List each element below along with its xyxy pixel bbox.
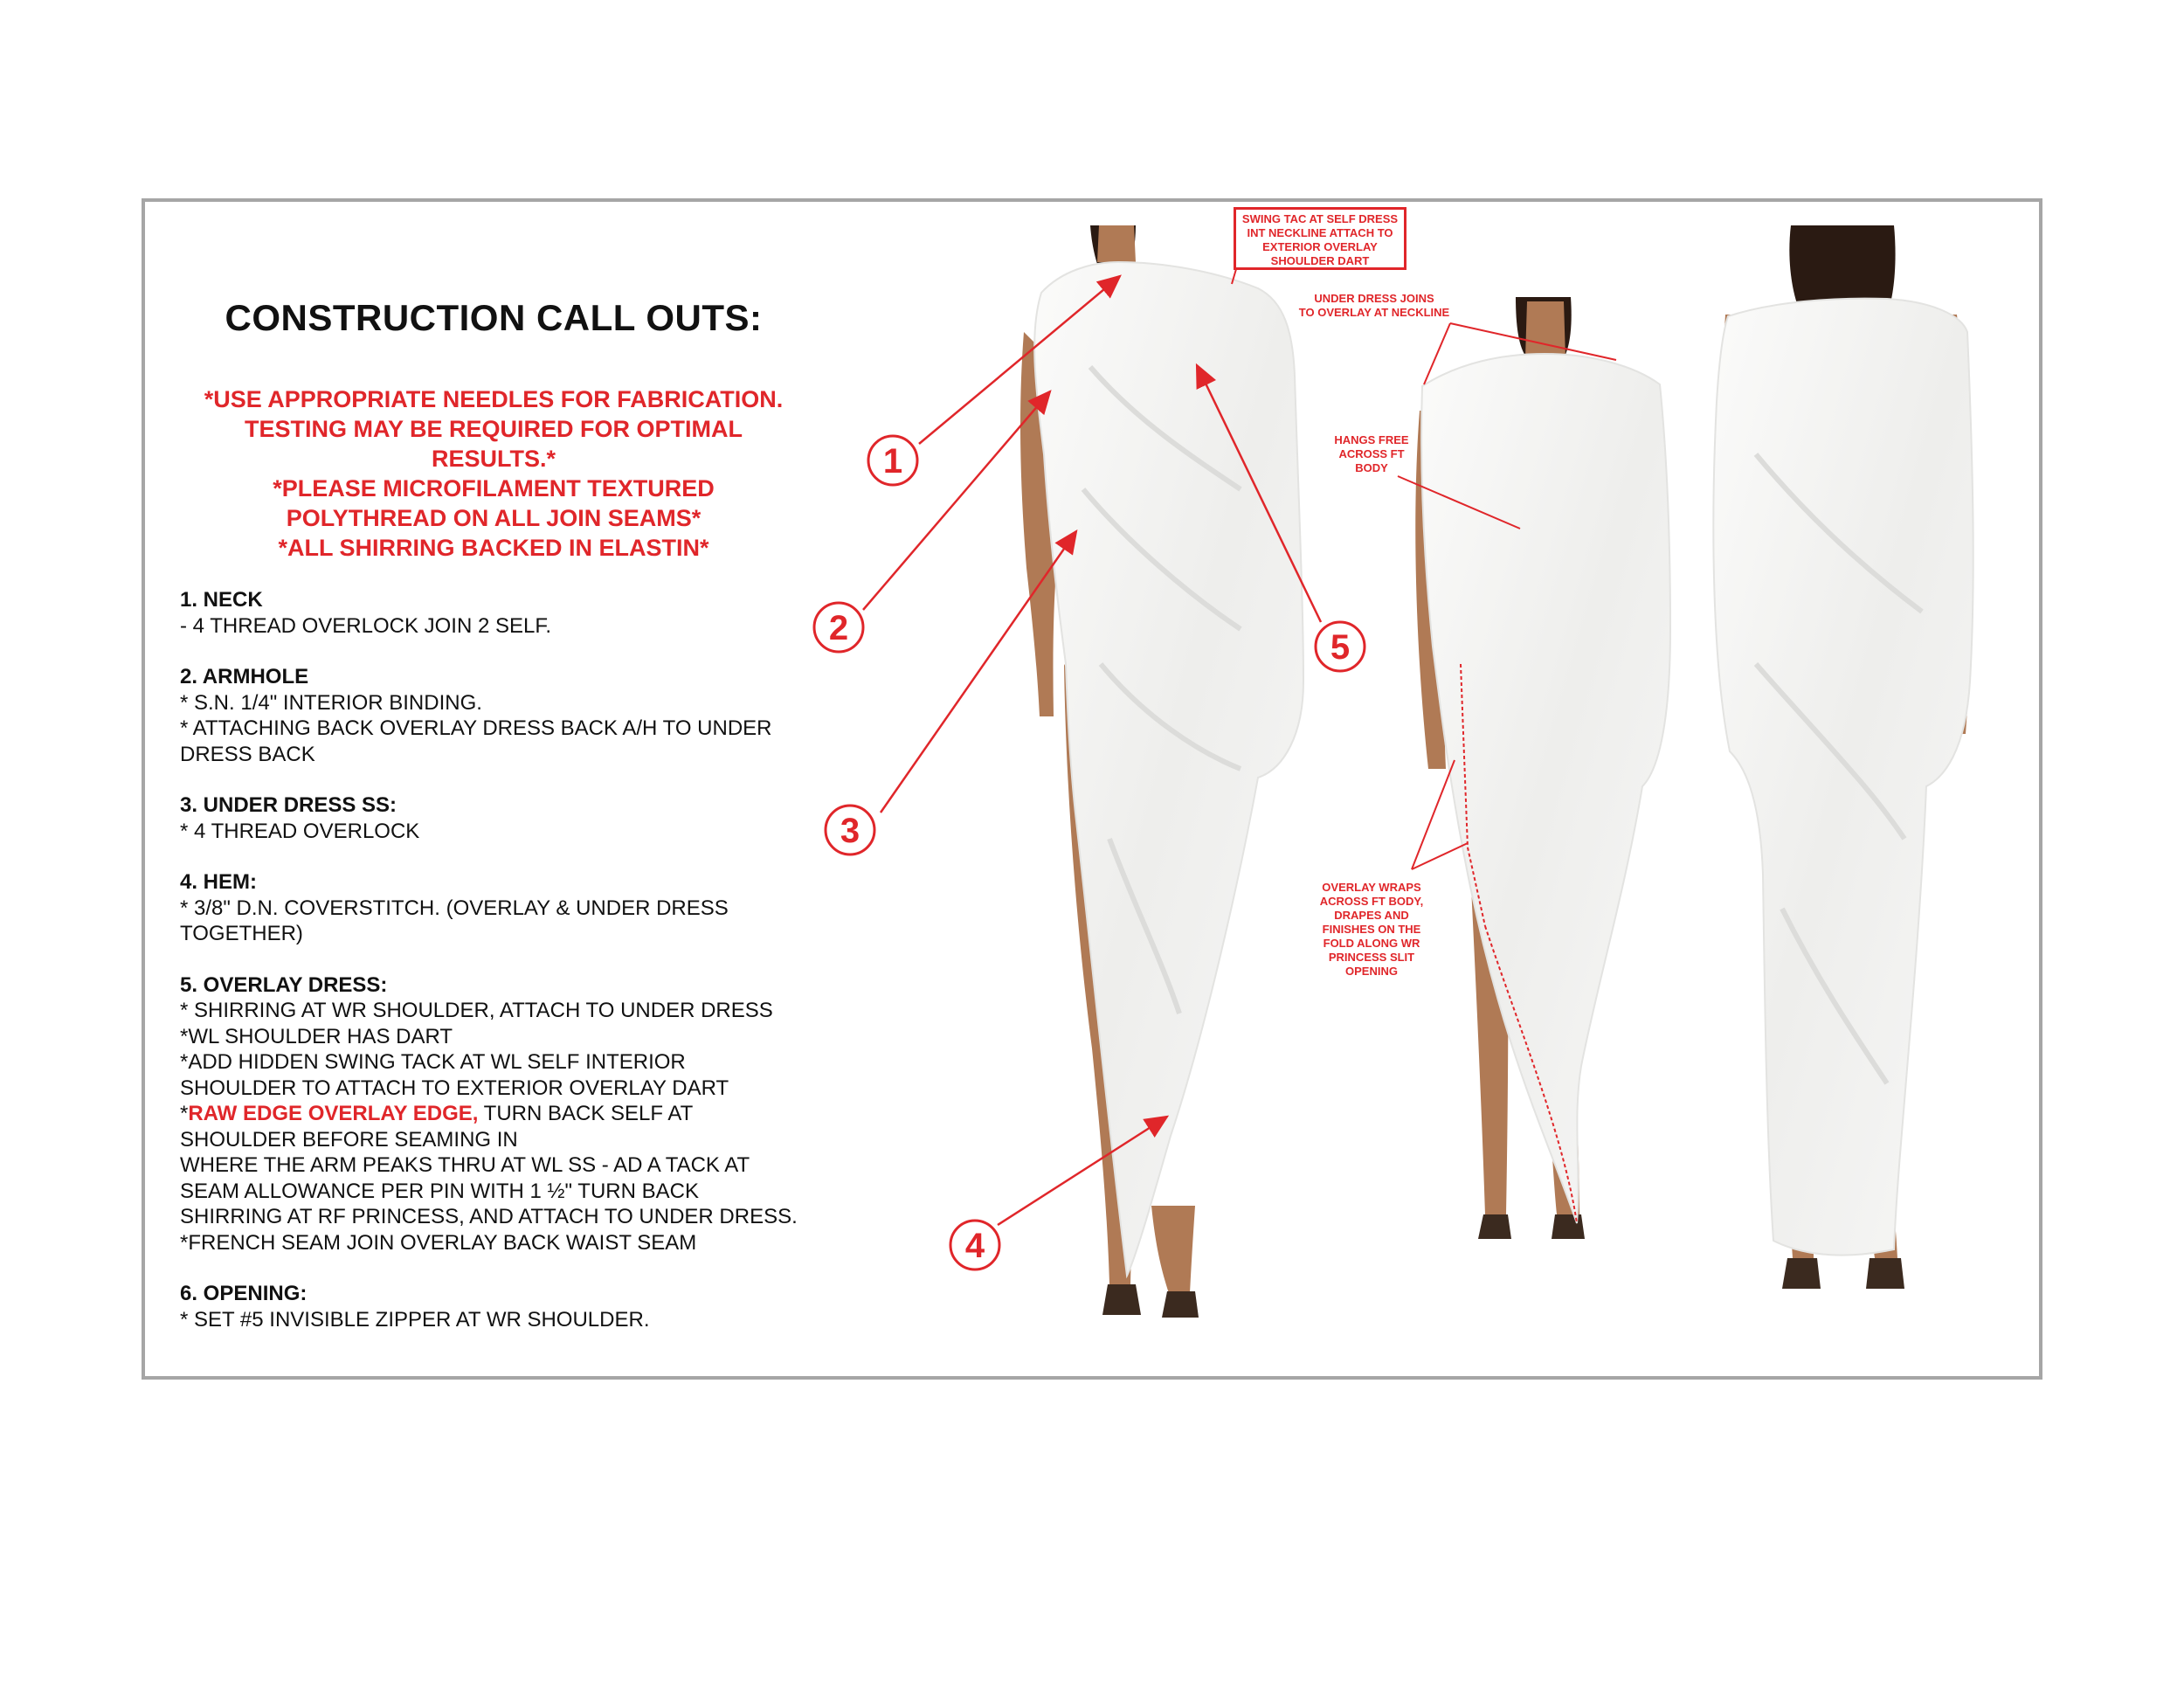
note-line: HANGS FREE (1334, 433, 1409, 446)
note-line: BODY (1355, 461, 1388, 474)
note-line: INT NECKLINE ATTACH TO (1247, 226, 1393, 239)
warning-line: *PLEASE MICROFILAMENT TEXTURED (273, 475, 715, 502)
section-heading: 4. HEM: (180, 870, 258, 894)
section-heading: 3. UNDER DRESS SS: (180, 793, 397, 817)
warning-line: POLYTHREAD ON ALL JOIN SEAMS* (286, 505, 702, 531)
note-line: FOLD ALONG WR (1323, 937, 1420, 950)
note-line: * SHIRRING AT WR SHOULDER, ATTACH TO UNDER DRESS (180, 999, 773, 1022)
section-heading: 5. OVERLAY DRESS: (180, 972, 388, 997)
note-line: SEAM ALLOWANCE PER PIN WITH 1 ½" TURN BACK (180, 1179, 699, 1203)
note-line: SHOULDER DART (1270, 254, 1370, 267)
page-title: CONSTRUCTION CALL OUTS: (225, 297, 763, 338)
back-figure (1713, 225, 1973, 1289)
overlay-drape-shape (1713, 299, 1973, 1256)
section-heading: 2. ARMHOLE (180, 665, 309, 688)
callout-number: 1 (882, 442, 903, 481)
left-shoe (1478, 1214, 1511, 1239)
callout-number: 2 (828, 609, 849, 647)
note-line: WHERE THE ARM PEAKS THRU AT WL SS - AD A TACK AT (180, 1153, 750, 1177)
note-line: DRAPES AND (1334, 909, 1409, 922)
warning-line: RESULTS.* (431, 446, 556, 472)
note-line: UNDER DRESS JOINS (1314, 292, 1434, 305)
note-line: SHOULDER BEFORE SEAMING IN (180, 1127, 518, 1152)
note-line: * 3/8" D.N. COVERSTITCH. (OVERLAY & UNDER DRESS (180, 896, 729, 920)
callout-number: 5 (1330, 628, 1351, 667)
right-shoe (1162, 1291, 1199, 1318)
warning-line: TESTING MAY BE REQUIRED FOR OPTIMAL (244, 416, 743, 442)
hangs-free-note (1324, 433, 1419, 475)
left-shoe (1782, 1258, 1821, 1289)
right-leg-skin (1151, 1206, 1195, 1293)
note-line: TO OVERLAY AT NECKLINE (1298, 306, 1450, 319)
callout-number: 4 (964, 1227, 985, 1265)
note-line: OVERLAY WRAPS (1322, 881, 1421, 894)
raw-edge-prefix: * (180, 1102, 189, 1125)
note-line: TOGETHER) (180, 922, 303, 945)
note-line: ACROSS FT (1338, 447, 1405, 460)
note-line: DRESS BACK (180, 742, 315, 766)
note-line: - 4 THREAD OVERLOCK JOIN 2 SELF. (180, 613, 552, 638)
note-line: SHOULDER TO ATTACH TO EXTERIOR OVERLAY DART (180, 1076, 729, 1100)
swing-tac-note (1234, 207, 1406, 270)
raw-edge-highlight: RAW EDGE OVERLAY EDGE, (188, 1102, 479, 1125)
note-line: *WL SHOULDER HAS DART (180, 1024, 453, 1048)
note-line: ACROSS FT BODY, (1319, 895, 1424, 908)
right-shoe (1552, 1214, 1585, 1239)
arrow-2 (863, 391, 1050, 610)
under-dress-joins-note (1291, 292, 1457, 320)
left-shoe (1102, 1284, 1141, 1315)
overlay-drape-shape (1034, 262, 1303, 1276)
section-heading: 6. OPENING: (180, 1282, 308, 1305)
note-line: *FRENCH SEAM JOIN OVERLAY BACK WAIST SEAM (180, 1230, 697, 1255)
note-line: * 4 THREAD OVERLOCK (180, 819, 420, 843)
neck-skin (1097, 225, 1136, 262)
raw-edge-suffix: TURN BACK SELF AT (478, 1102, 694, 1125)
note-line: PRINCESS SLIT (1328, 951, 1415, 964)
note-line: * ATTACHING BACK OVERLAY DRESS BACK A/H TO UNDER (180, 716, 772, 740)
note-line: FINISHES ON THE (1322, 923, 1421, 936)
warning-line: *USE APPROPRIATE NEEDLES FOR FABRICATION. (204, 386, 784, 412)
overlay-wraps-note (1309, 881, 1434, 979)
front-detail-figure (1415, 297, 1670, 1239)
overlay-drape-shape (1421, 354, 1670, 1223)
note-line: SHIRRING AT RF PRINCESS, AND ATTACH TO UNDER DRESS. (180, 1205, 798, 1228)
note-line: *ADD HIDDEN SWING TACK AT WL SELF INTERIOR (180, 1050, 686, 1074)
note-line: * SET #5 INVISIBLE ZIPPER AT WR SHOULDER. (180, 1307, 650, 1332)
note-line: OPENING (1345, 965, 1398, 978)
note-line: * S.N. 1/4" INTERIOR BINDING. (180, 690, 482, 715)
right-shoe (1866, 1258, 1904, 1289)
callout-number: 3 (840, 812, 860, 850)
note-line: EXTERIOR OVERLAY (1262, 240, 1378, 253)
warning-line: *ALL SHIRRING BACKED IN ELASTIN* (278, 535, 709, 561)
front-figure (1020, 225, 1303, 1318)
note-line: SWING TAC AT SELF DRESS (1241, 212, 1399, 225)
section-heading: 1. NECK (180, 588, 263, 612)
face-skin (1525, 301, 1565, 358)
